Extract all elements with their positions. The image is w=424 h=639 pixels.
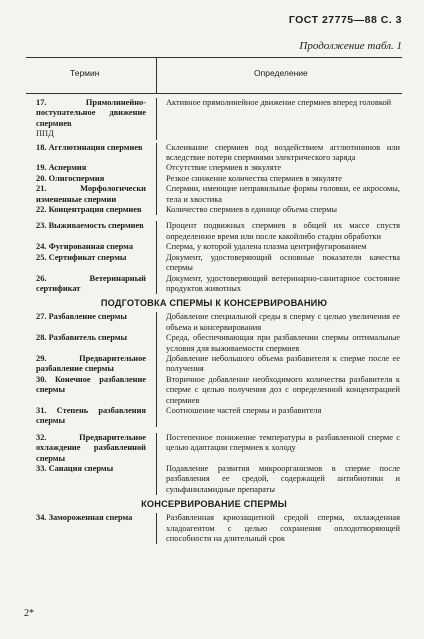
term: 23. Выживаемость спермиев [36, 221, 144, 231]
definition [166, 129, 402, 139]
table-row [26, 163, 402, 173]
term: 17. Прямолинейно-поступательное движение спермиев [36, 98, 146, 128]
table-row [26, 333, 402, 354]
column-header-definition: Определение [254, 68, 308, 78]
definition: Отсутствие спермиев в эякуляте [166, 163, 282, 173]
table-column-divider [156, 57, 157, 93]
table-row [26, 513, 402, 544]
definition: Резкое снижение количества спермиев в эякуляте [166, 173, 342, 183]
table-row [26, 375, 402, 406]
definition: Количество спермиев в единице объема спермы [166, 205, 338, 215]
table-row [26, 406, 402, 427]
term: 33. Санация спермы [36, 464, 114, 473]
table-row [26, 242, 402, 252]
definition: Документ, удостоверяющий основные показатели качества спермы [166, 252, 400, 273]
table-row [26, 274, 402, 295]
term: 28. Разбавитель спермы [36, 333, 128, 343]
definition: Соотношение частей спермы и разбавителя [166, 405, 322, 415]
section-heading-preparation: ПОДГОТОВКА СПЕРМЫ К КОНСЕРВИРОВАНИЮ [100, 298, 328, 309]
table-continuation-label: Продолжение табл. 1 [299, 40, 402, 52]
definition: Вторичное добавление необходимого количества разбавителя к сперме с целью получения доз с определенной концентрацией спермиев [166, 374, 400, 405]
term: 32. Предварительное охлаждение разбавленной спермы [36, 432, 146, 463]
definition: Подавление развития микроорганизмов в сперме после разбавления ее средой, содержащей антибиотики и сульфаниламидные препараты [166, 464, 400, 494]
table-row [26, 143, 402, 164]
section-heading-preservation: КОНСЕРВИРОВАНИЕ СПЕРМЫ [141, 499, 287, 510]
definition: Добавление небольшого объема разбавителя к сперме после ее получения [166, 353, 400, 374]
definition: Документ, удостоверяющий ветеринарно-санитарное состояние продуктов животных [166, 273, 400, 293]
definition: Постепенное понижение температуры в разбавленной сперме с целью адаптации спермиев к холоду [166, 432, 400, 453]
table-row [26, 312, 402, 333]
term: 20. Олигоспермия [36, 173, 105, 183]
term: 30. Конечное разбавление спермы [36, 374, 146, 395]
term: 18. Агглютинация спермиев [36, 142, 143, 152]
term: 21. Морфологически измененные спермии [36, 184, 146, 204]
column-header-term: Термин [70, 68, 100, 78]
term: 24. Фугированная сперма [36, 242, 134, 252]
term: 27. Разбавление спермы [36, 312, 127, 322]
table-row [26, 205, 402, 215]
table-row [26, 253, 402, 274]
table-row [26, 433, 402, 464]
definition: Активное прямолинейное движение спермиев вперед головкой [166, 98, 392, 107]
definition: Сперма, у которой удалена плазма центрифугированием [166, 242, 367, 252]
definition: Склеивание спермиев под воздействием агглютининов или вследствие потери спермиями электрического заряда [166, 142, 400, 163]
definition: Добавление специальной среды в сперму с целью увеличения ее объема и консервирования [166, 312, 400, 332]
term: 19. Аспермия [36, 163, 87, 173]
table-body [26, 98, 402, 544]
page-mark: 2* [24, 608, 34, 619]
table-top-rule [26, 57, 402, 58]
definition: Спермии, имеющие неправильные формы головки, ее акросомы, тела и хвостика [166, 184, 400, 204]
table-header-rule [26, 93, 402, 94]
table-row [26, 184, 402, 205]
term: 22. Концентрация спермиев [36, 205, 142, 215]
term: 29. Предварительное разбавление спермы [36, 353, 146, 374]
table-row [26, 98, 402, 129]
term: 31. Степень разбавления спермы [36, 405, 146, 426]
definition: Разбавленная криозащитной средой сперма, охлажденная хладоагентом с целью сохранения оплодотворяющей способности на длительный срок [166, 513, 400, 544]
term: 26. Ветеринарный сертификат [36, 273, 146, 293]
term-abbreviation: ППД [36, 129, 54, 139]
table-row [26, 221, 402, 242]
standard-header: ГОСТ 27775—88 С. 3 [288, 14, 402, 26]
table-row [26, 174, 402, 184]
table-row [26, 129, 402, 139]
table-row [26, 354, 402, 375]
definition: Процент подвижных спермиев в общей их массе спустя определенное время или после какойлибо стадии обработки [166, 221, 400, 241]
term: 34. Замороженная сперма [36, 513, 133, 523]
table-row [26, 464, 402, 495]
definition: Среда, обеспечивающая при разбавлении спермы оптимальные условия для выживаемости спермиев [166, 333, 400, 353]
term: 25. Сертификат спермы [36, 252, 127, 262]
